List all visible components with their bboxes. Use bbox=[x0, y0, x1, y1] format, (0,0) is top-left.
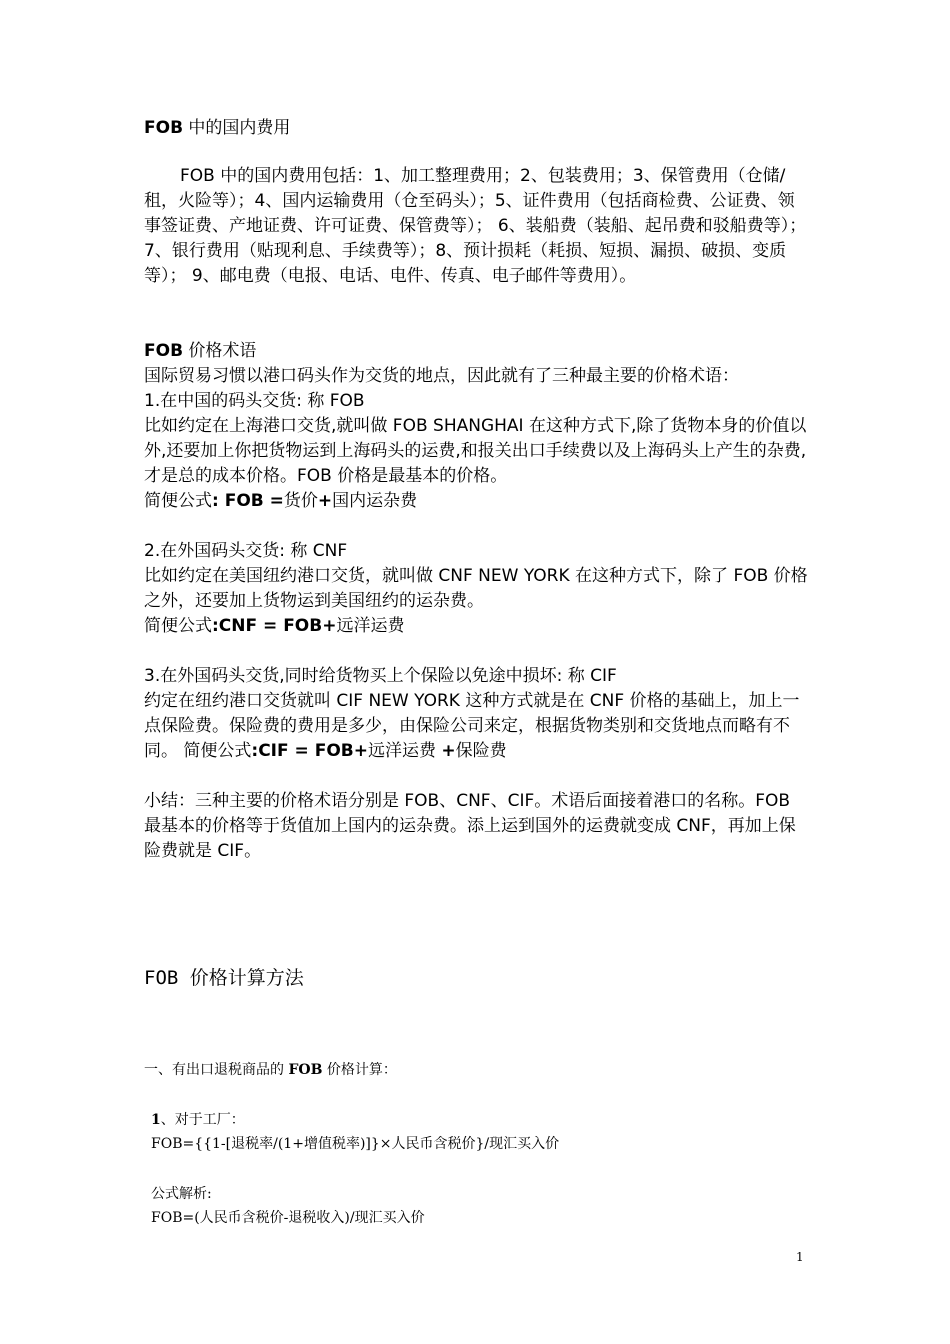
section-heading-price-terms bbox=[144, 339, 808, 364]
section-heading-domestic-costs bbox=[144, 116, 808, 141]
page-number: 1 bbox=[796, 1250, 804, 1264]
item2-text: 比如约定在美国纽约港口交货，就叫做 CNF NEW YORK 在这种方式下，除了 FOB 价格之外，还要加上货物运到美国纽约的运杂费。 bbox=[144, 566, 808, 611]
spacer bbox=[144, 764, 808, 789]
item1-title: 1.在中国的码头交货: 称 FOB bbox=[144, 391, 365, 411]
item1-formula: 简便公式: FOB =货价+国内运杂费 bbox=[144, 491, 418, 511]
item3-title: 3.在外国码头交货,同时给货物买上个保险以免途中损坏: 称 CIF bbox=[144, 666, 617, 686]
summary-paragraph: 小结：三种主要的价格术语分别是 FOB、CNF、CIF。术语后面接着港口的名称。FOB 最基本的价格等于货值加上国内的运杂费。添上运到国外的运费就变成 CNF，再加上保险费就是 CIF。 bbox=[144, 791, 796, 861]
heading-bold-text: FOB bbox=[144, 118, 184, 138]
item2-title: 2.在外国码头交货: 称 CNF bbox=[144, 541, 348, 561]
spacer bbox=[144, 514, 808, 539]
heading-bold-text: FOB bbox=[144, 341, 184, 361]
factory-point bbox=[151, 1108, 815, 1156]
spacer bbox=[144, 639, 808, 664]
domestic-costs-paragraph: FOB 中的国内费用包括：1、加工整理费用；2、包装费用；3、保管费用（仓储/租，火险等）；4、国内运输费用（仓至码头）；5、证件费用（包括商检费、公证费、领事签证费、产地证费、许可证费、保管费等）； 6、装船费（装船、起吊费和驳船费等）；7、银行费用（贴现利息、手续费等）；8、预计损耗（耗损、短损、漏损、破损、变质等）； 9、邮电费（电报、电话、电件、传真、电子邮件等费用）。 bbox=[144, 166, 807, 286]
factory-point-title: 1、对于工厂： bbox=[151, 1112, 245, 1128]
export-rebate-subheading: 一、有出口退税商品的 FOB 价格计算： bbox=[144, 1062, 397, 1078]
item3-text-with-formula: 约定在纽约港口交货就叫 CIF NEW YORK 这种方式就是在 CNF 价格的基础上，加上一点保险费。保险费的费用是多少，由保险公司来定，根据货物类别和交货地点而略有不同。 简便公式:CIF = FOB+远洋运费 +保险费 bbox=[144, 691, 800, 761]
price-terms-section bbox=[144, 339, 808, 864]
formula-1: FOB={{1-[退税率/(1+增值税率)]}×人民币含税价}/现汇买入价 bbox=[151, 1136, 560, 1152]
formula-analysis bbox=[151, 1182, 815, 1230]
price-terms-intro: 国际贸易习惯以港口码头作为交货的地点，因此就有了三种最主要的价格术语： bbox=[144, 366, 739, 386]
formula-2: FOB=(人民币含税价-退税收入)/现汇买入价 bbox=[151, 1210, 425, 1226]
item2-formula: 简便公式:CNF = FOB+远洋运费 bbox=[144, 616, 405, 636]
analysis-label: 公式解析: bbox=[151, 1186, 212, 1202]
item1-text: 比如约定在上海港口交货,就叫做 FOB SHANGHAI 在这种方式下,除了货物本身的价值以外,还要加上你把货物运到上海码头的运费,和报关出口手续费以及上海码头上产生的杂费,才是总的成本价格。FOB 价格是最基本的价格。 bbox=[144, 416, 807, 486]
heading-text: 中的国内费用 bbox=[183, 118, 291, 138]
heading-text: 价格术语 bbox=[183, 341, 257, 361]
section-heading-fob-calculation: FOB 价格计算方法 bbox=[144, 967, 304, 989]
